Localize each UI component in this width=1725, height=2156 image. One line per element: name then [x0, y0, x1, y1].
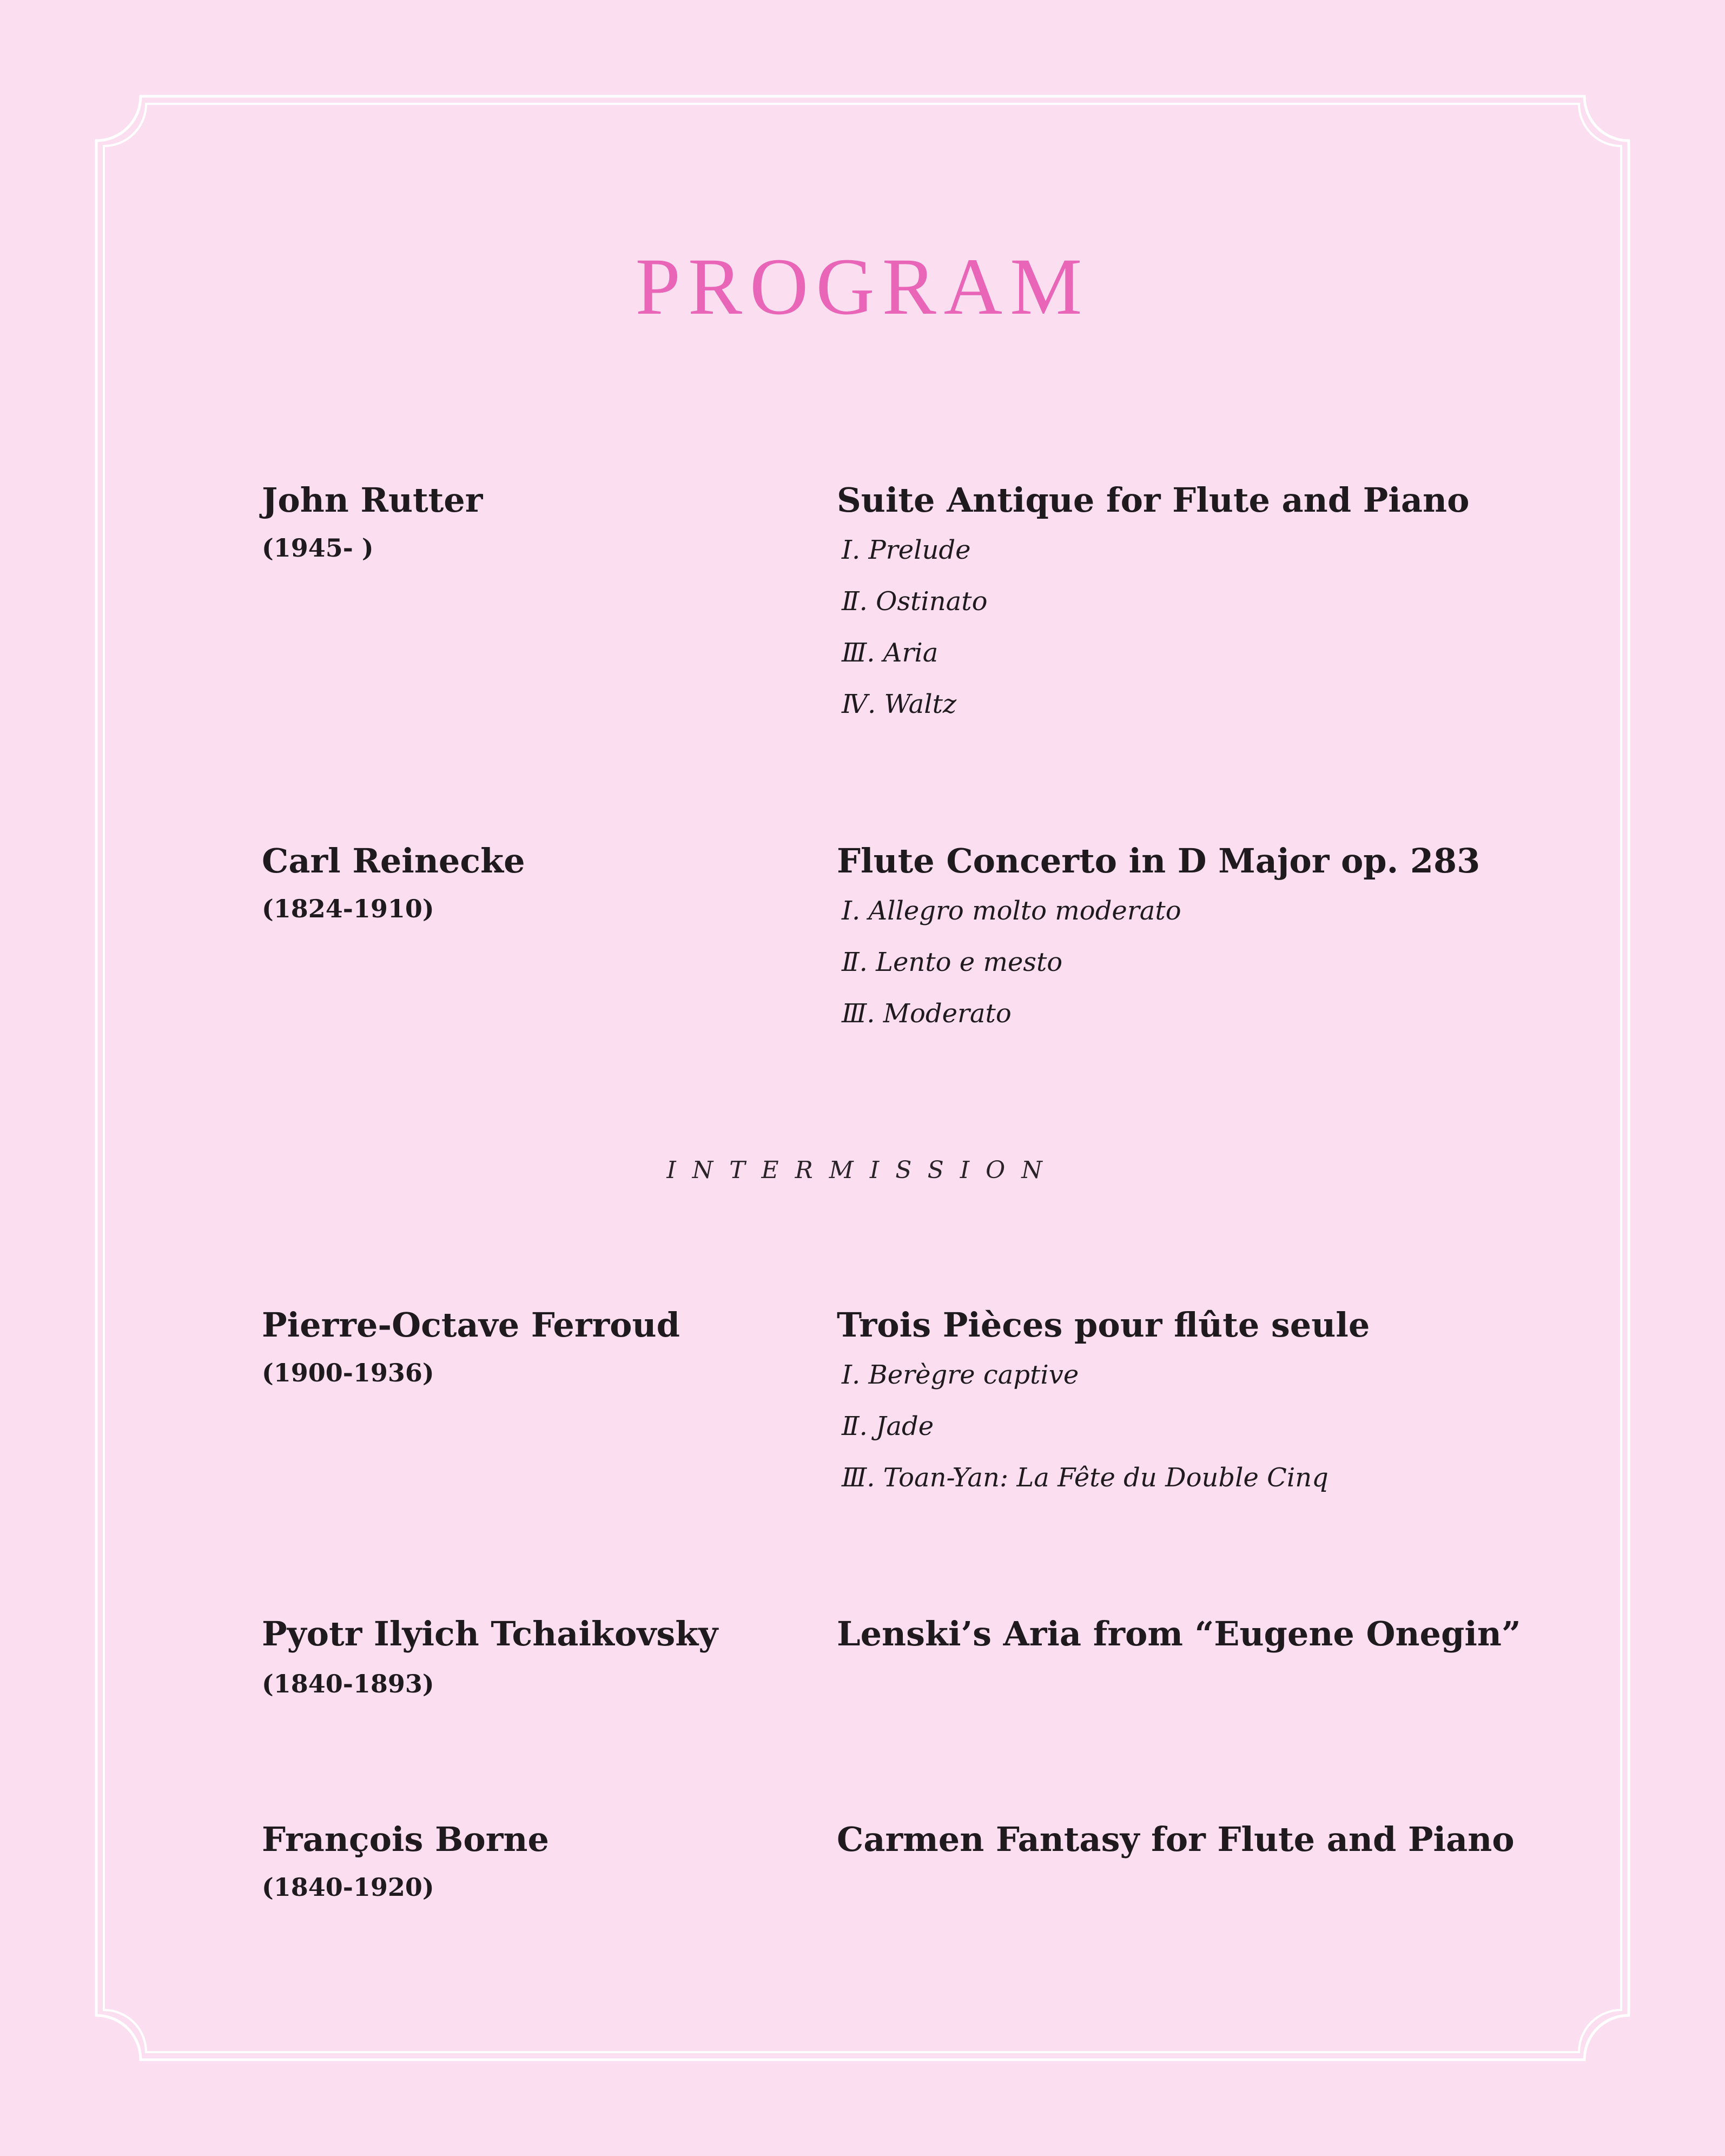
movement-item: Ⅱ. Ostinato: [842, 586, 988, 617]
composer-dates: (1824-1910): [262, 894, 434, 923]
movement-item: Ⅰ. Prelude: [842, 535, 971, 565]
movement-item: Ⅲ. Moderato: [842, 998, 1012, 1029]
movement-item: Ⅳ. Waltz: [842, 689, 957, 719]
composer-dates: (1840-1893): [262, 1669, 434, 1698]
movement-item: Ⅱ. Jade: [842, 1411, 934, 1441]
composer-dates: (1840-1920): [262, 1873, 434, 1902]
page-title: PROGRAM: [635, 242, 1090, 332]
work-title: Carmen Fantasy for Flute and Piano: [837, 1820, 1515, 1859]
movement-item: Ⅰ. Allegro molto moderato: [842, 896, 1181, 926]
composer-name: Pyotr Ilyich Tchaikovsky: [262, 1614, 718, 1654]
composer-name: François Borne: [262, 1820, 549, 1859]
composer-name: Pierre-Octave Ferroud: [262, 1305, 680, 1345]
movement-item: Ⅰ. Berègre captive: [842, 1360, 1079, 1390]
composer-name: John Rutter: [262, 480, 483, 520]
work-title: Trois Pièces pour flûte seule: [837, 1305, 1370, 1345]
movement-item: Ⅱ. Lento e mesto: [842, 947, 1063, 977]
work-title: Lenski’s Aria from “Eugene Onegin”: [837, 1614, 1521, 1654]
composer-name: Carl Reinecke: [262, 841, 525, 881]
movement-item: Ⅲ. Aria: [842, 638, 938, 668]
composer-dates: (1900-1936): [262, 1358, 434, 1387]
work-title: Flute Concerto in D Major op. 283: [837, 841, 1481, 881]
intermission-label: INTERMISSION: [666, 1156, 1059, 1184]
composer-dates: (1945- ): [262, 533, 374, 563]
work-title: Suite Antique for Flute and Piano: [837, 480, 1470, 520]
movement-item: Ⅲ. Toan-Yan: La Fête du Double Cinq: [842, 1463, 1329, 1493]
